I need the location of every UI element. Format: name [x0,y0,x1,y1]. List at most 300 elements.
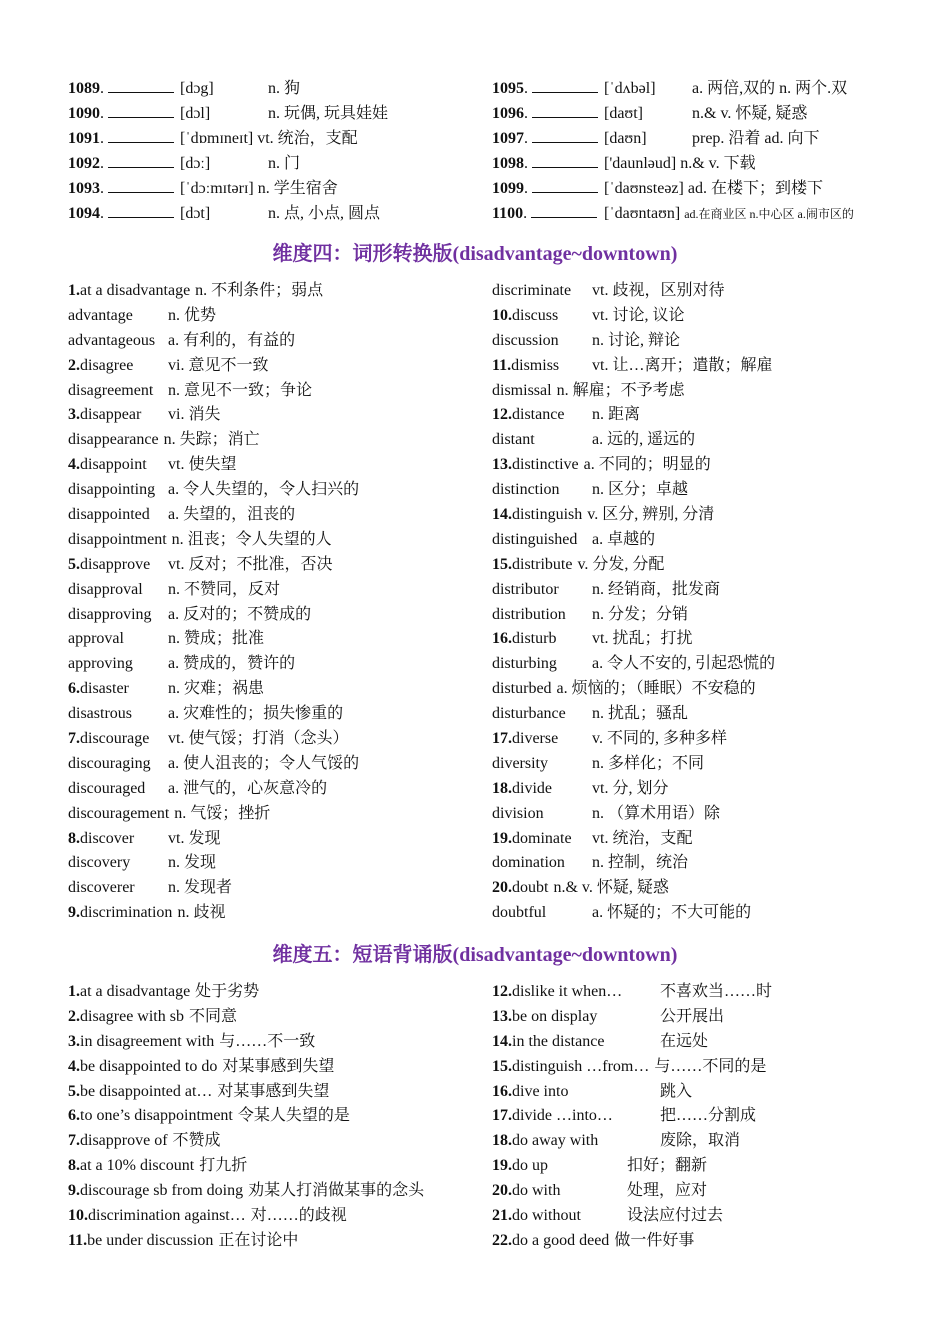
phrase-english: in the distance [512,1032,605,1050]
phrase-english: do up [512,1157,548,1175]
word-form-row [68,279,488,304]
item-number: 10. [492,306,512,324]
vocab-meaning: a. 两倍,双的 n. 两个.双 [692,80,848,97]
word-english: disastrous [68,705,132,723]
phrase-chinese: 令某人失望的是 [237,1107,350,1125]
vocab-row [68,201,492,226]
word-chinese: n. 发现者 [168,879,233,897]
phrase-english: at a 10% discount [80,1157,195,1175]
item-number: 8. [68,829,80,847]
word-form-row [492,851,912,876]
word-english: disagree [80,356,134,374]
item-number: 9. [68,904,80,922]
word-chinese: vt. 使失望 [168,456,237,474]
item-number: 2. [68,356,80,374]
word-chinese: n. 解雇；不予考虑 [556,381,685,399]
phrase-chinese: 打九折 [199,1157,248,1175]
word-english: distinction [492,481,560,499]
vocab-meaning: ad. 在楼下；到楼下 [687,180,823,197]
phrase-english: distinguish …from… [512,1057,650,1075]
word-chinese: n. 经销商，批发商 [592,580,721,598]
item-number: 19. [492,1157,512,1175]
word-form-row [492,677,912,702]
vocab-row [492,101,898,126]
word-form-row [68,851,488,876]
word-english: disappointed [68,506,150,524]
word-form-row [492,403,912,428]
vocab-meaning: n. 点, 小点, 圆点 [268,205,381,222]
vocab-dot: . [100,80,104,97]
item-number: 6. [68,1107,80,1125]
item-number: 18. [492,1132,512,1150]
word-chinese: v. 区分, 辨别, 分清 [587,506,715,524]
word-form-row [68,354,488,379]
phrase-row [492,1204,912,1229]
word-form-row [492,827,912,852]
phrase-chinese: 与……不一致 [219,1032,316,1050]
word-form-row [68,553,488,578]
vocab-dot: . [100,180,104,197]
word-form-row [68,802,488,827]
item-number: 1. [68,983,80,1000]
word-form-row [492,727,912,752]
word-english: discouraging [68,754,151,772]
phrase-chinese: 正在讨论中 [218,1231,299,1249]
word-english: discoverer [68,879,135,897]
phrase-chinese: 对某事感到失望 [222,1057,335,1075]
word-english: disappoint [80,456,147,474]
word-form-row [492,578,912,603]
item-number: 14. [492,506,512,524]
phrase-english: be on display [512,1007,598,1025]
word-chinese: n.& v. 怀疑, 疑惑 [553,879,669,897]
word-english: disapproving [68,605,152,623]
item-number: 16. [492,630,512,648]
phrase-english: be disappointed to do [80,1057,218,1075]
word-chinese: n. 赞成；批准 [168,630,265,648]
word-form-row [68,453,488,478]
vocab-blank [532,103,598,118]
word-form-row [68,403,488,428]
word-english: disapproval [68,580,143,598]
word-english: discovery [68,854,131,872]
word-form-row [492,802,912,827]
vocab-number: 1091 [68,130,100,147]
word-form-row [68,702,488,727]
word-form-row [492,652,912,677]
vocab-phonetic-meaning [604,201,854,227]
word-chinese: a. 灾难性的；损失惨重的 [168,705,344,723]
word-chinese: a. 失望的，沮丧的 [168,506,296,524]
word-english: disagreement [68,381,154,399]
vocab-number: 1089 [68,80,100,97]
vocab-blank [532,78,598,93]
item-number: 22. [492,1231,512,1249]
vocab-blank [108,128,174,143]
vocab-meaning: n.& v. 怀疑, 疑惑 [692,105,808,122]
word-english: diverse [512,730,559,748]
vocab-row [68,176,492,201]
item-number: 17. [492,1107,512,1125]
vocab-number: 1100 [492,205,524,222]
item-number: 16. [492,1082,512,1100]
vocab-blank [108,153,174,168]
phrase-row [68,1005,488,1030]
word-english: disturbance [492,705,566,723]
word-chinese: vt. 分, 划分 [592,779,669,797]
word-english: dominate [512,829,572,847]
word-english: discover [80,829,135,847]
word-english: doubt [512,879,549,897]
item-number: 5. [68,555,80,573]
item-number: 1. [68,282,80,299]
word-english: disappearance [68,431,159,449]
word-form-row [492,876,912,901]
vocab-number: 1090 [68,105,100,122]
item-number: 4. [68,456,80,474]
word-chinese: vt. 发现 [168,829,221,847]
word-chinese: vt. 扰乱；打扰 [592,630,693,648]
item-number: 21. [492,1207,512,1225]
vocab-meaning: n. 学生宿舍 [257,180,338,197]
word-form-row [68,752,488,777]
word-chinese: n. 控制，统治 [592,854,689,872]
word-form-row [68,876,488,901]
item-number: 15. [492,555,512,573]
phrase-english: disapprove of [80,1132,168,1150]
vocab-number: 1094 [68,205,100,222]
vocab-row [492,126,898,151]
word-form-row [68,528,488,553]
section-4-right-column [492,279,912,926]
phrase-row [492,1229,912,1254]
word-english: distribution [492,605,566,623]
word-english: advantage [68,306,133,324]
word-chinese: v. 不同的, 多种多样 [592,730,727,748]
item-number: 9. [68,1182,80,1200]
word-form-row [492,478,912,503]
item-number: 3. [68,406,80,424]
vocab-row [492,151,898,176]
vocab-meaning: vt. 统治，支配 [257,130,358,147]
word-english: discouragement [68,804,170,822]
word-chinese: vt. 让…离开；遣散；解雇 [592,356,773,374]
phrase-english: disagree with sb [80,1007,184,1025]
word-chinese: a. 令人失望的，令人扫兴的 [168,481,360,499]
word-english: discrimination [80,904,173,922]
word-chinese: vi. 意见不一致 [168,356,269,374]
vocab-phonetic: [ˈdaʊnsteəz] [604,180,684,197]
phrase-english: discourage sb from doing [80,1182,244,1200]
phrase-row [68,1229,488,1254]
word-english: divide [512,779,552,797]
phrase-english: to one’s disappointment [80,1107,233,1125]
vocab-dot: . [524,105,528,122]
word-chinese: vi. 消失 [168,406,221,424]
word-form-row [492,379,912,404]
vocab-meaning: n.& v. 下载 [680,155,756,172]
word-form-row [68,428,488,453]
word-chinese: vt. 歧视，区别对待 [592,282,725,299]
vocab-meaning: n. 门 [268,155,301,172]
phrase-chinese: 做一件好事 [614,1231,695,1249]
word-english: domination [492,854,565,872]
vocab-phonetic-meaning [180,126,358,151]
word-form-row [492,777,912,802]
vocab-meaning: n. 狗 [268,80,301,97]
item-number: 10. [68,1207,88,1225]
vocab-row [68,76,492,101]
vocab-blank [532,178,598,193]
vocab-block [68,76,898,226]
phrase-english: do without [512,1207,581,1225]
phrase-english: be under discussion [87,1231,214,1249]
item-number: 20. [492,879,512,897]
word-english: disturbing [492,655,557,673]
word-english: advantageous [68,331,156,349]
vocab-row [68,126,492,151]
word-form-row [68,652,488,677]
vocab-dot: . [524,155,528,172]
word-english: disapprove [80,555,151,573]
phrase-english: do away with [512,1132,599,1150]
section-4-left-column [68,279,488,926]
word-english: dismissal [492,381,552,399]
word-chinese: a. 使人沮丧的；令人气馁的 [168,754,360,772]
item-number: 3. [68,1032,80,1050]
phrase-english: at a disadvantage [80,983,191,1000]
item-number: 13. [492,456,512,474]
word-form-row [492,528,912,553]
vocab-phonetic-meaning [604,176,823,201]
vocab-dot: . [523,205,528,222]
word-chinese: a. 赞成的，赞许的 [168,655,296,673]
word-english: approving [68,655,133,673]
word-form-row [68,503,488,528]
vocab-blank [108,78,174,93]
word-form-row [492,329,912,354]
vocab-phonetic: [daʊt] [604,105,643,122]
vocab-dot: . [100,105,104,122]
word-english: discriminate [492,282,572,299]
word-english: distinguished [492,530,578,548]
item-number: 11. [492,356,512,374]
word-chinese: n. 扰乱；骚乱 [592,705,689,723]
phrase-chinese: 劝某人打消做某事的念头 [248,1182,425,1200]
word-chinese: n. 意见不一致；争论 [168,381,313,399]
word-chinese: a. 有利的，有益的 [168,331,296,349]
vocab-phonetic-meaning [180,176,338,201]
item-number: 7. [68,730,80,748]
word-english: discussion [492,331,559,349]
vocab-blank [532,153,598,168]
phrase-row [68,1129,488,1154]
word-form-row [492,901,912,926]
word-form-row [68,379,488,404]
vocab-dot: . [100,130,104,147]
phrase-english: discrimination against… [88,1207,246,1225]
word-form-row [492,553,912,578]
phrase-chinese: 在远处 [660,1032,709,1050]
word-form-row [492,354,912,379]
word-chinese: vt. 使气馁；打消（念头） [168,730,349,748]
section-5-right-column [492,980,912,1254]
phrase-row [492,980,912,1005]
vocab-dot: . [524,130,528,147]
word-chinese: a. 不同的；明显的 [583,456,711,474]
item-number: 4. [68,1057,80,1075]
word-english: disappointing [68,481,156,499]
vocab-number: 1095 [492,80,524,97]
vocab-dot: . [524,180,528,197]
section-4-title: 维度四：词形转换版(disadvantage~downtown) [272,243,678,265]
word-chinese: n. 讨论, 辩论 [592,331,681,349]
word-chinese: n. 气馁；挫折 [174,804,271,822]
phrase-row [68,1055,488,1080]
phrase-row [68,1080,488,1105]
word-english: doubtful [492,904,547,922]
vocab-blank [108,178,174,193]
item-number: 8. [68,1157,80,1175]
word-chinese: a. 反对的；不赞成的 [168,605,312,623]
phrase-row [492,1129,912,1154]
word-form-row [68,329,488,354]
item-number: 13. [492,1007,512,1025]
word-english: distance [512,406,565,424]
word-chinese: a. 烦恼的；（睡眠）不安稳的 [556,680,756,698]
phrase-chinese: 不赞成 [172,1132,221,1150]
word-english: disturbed [492,680,552,698]
vocab-number: 1099 [492,180,524,197]
word-chinese: n. 区分；卓越 [592,481,689,499]
vocab-row [492,76,898,101]
phrase-chinese: 跳入 [660,1082,693,1100]
vocab-phonetic: [dɔl] [180,105,211,122]
word-chinese: n. 失踪；消亡 [163,431,260,449]
word-form-row [492,627,912,652]
item-number: 11. [68,1231,88,1249]
phrase-row [68,1179,488,1204]
word-english: disappear [80,406,142,424]
word-english: discouraged [68,779,146,797]
vocab-number: 1096 [492,105,524,122]
phrase-row [68,980,488,1005]
word-chinese: vt. 反对；不批准，否决 [168,555,333,573]
word-chinese: n. 歧视 [177,904,226,922]
vocab-row [68,101,492,126]
vocab-row [492,201,898,226]
word-form-row [492,453,912,478]
item-number: 12. [492,406,512,424]
phrase-english: be disappointed at… [80,1082,213,1100]
word-english: distribute [512,555,573,573]
section-5-left-column [68,980,488,1254]
item-number: 18. [492,779,512,797]
item-number: 2. [68,1007,80,1025]
vocab-dot: . [524,80,528,97]
vocab-phonetic: [dɔt] [180,205,211,222]
vocab-blank [532,128,598,143]
phrase-english: dislike it when… [512,983,623,1000]
item-number: 15. [492,1057,512,1075]
word-form-row [492,752,912,777]
vocab-blank [531,203,597,218]
word-form-row [492,503,912,528]
phrase-english: do with [512,1182,561,1200]
word-form-row [68,578,488,603]
vocab-blank [108,103,174,118]
word-chinese: a. 泄气的，心灰意冷的 [168,779,328,797]
section-5-title: 维度五：短语背诵版(disadvantage~downtown) [272,944,678,966]
vocab-left-column [68,76,492,226]
word-english: disaster [80,680,129,698]
word-form-row [492,279,912,304]
word-form-row [68,901,488,926]
phrase-chinese: 把……分割成 [660,1107,757,1125]
vocab-number: 1098 [492,155,524,172]
phrase-chinese: 不同意 [188,1007,237,1025]
phrase-chinese: 处理，应对 [627,1182,708,1200]
vocab-phonetic: [daʊn] [604,130,647,147]
vocab-phonetic: [ˈdaʊntaʊn] [604,205,681,222]
word-form-row [68,304,488,329]
vocab-number: 1093 [68,180,100,197]
word-form-row [492,702,912,727]
vocab-dot: . [100,155,104,172]
vocab-phonetic: [ˈdʌbəl] [604,80,656,97]
phrase-english: do a good deed [512,1231,610,1249]
vocab-phonetic: [dɔː] [180,155,211,172]
phrase-chinese: 公开展出 [660,1007,725,1025]
vocab-phonetic: [ˈdɔːmɪtərɪ] [180,180,254,197]
word-english: approval [68,630,124,648]
item-number: 7. [68,1132,80,1150]
word-english: dismiss [511,356,560,374]
word-english: discourage [80,730,150,748]
word-chinese: n. 沮丧；令人失望的人 [171,530,332,548]
word-english: division [492,804,544,822]
word-form-row [492,428,912,453]
vocab-phonetic: ['daunləud] [604,155,677,172]
phrase-row [492,1005,912,1030]
phrase-chinese: 对……的歧视 [250,1207,347,1225]
word-chinese: a. 远的, 遥远的 [592,431,696,449]
word-english: distant [492,431,535,449]
word-chinese: a. 怀疑的；不大可能的 [592,904,752,922]
vocab-phonetic: [dɔg] [180,80,214,97]
vocab-meaning: ad.在商业区 n.中心区 a.闹市区的 [684,207,854,221]
phrase-row [68,1204,488,1229]
word-english: distributor [492,580,559,598]
vocab-meaning: n. 玩偶, 玩具娃娃 [268,105,389,122]
vocab-phonetic: [ˈdɒmɪneɪt] [180,130,254,147]
vocab-blank [108,203,174,218]
word-chinese: v. 分发, 分配 [577,555,665,573]
word-english: distinguish [512,506,583,524]
phrase-chinese: 对某事感到失望 [217,1082,330,1100]
word-chinese: n. 分发；分销 [592,605,689,623]
word-form-row [68,827,488,852]
word-english: disturb [512,630,557,648]
vocab-row [492,176,898,201]
vocab-right-column [492,76,898,226]
word-chinese: n. 不利条件；弱点 [195,282,324,299]
phrase-chinese: 扣好；翻新 [627,1157,708,1175]
word-english: discuss [512,306,559,324]
word-chinese: vt. 统治，支配 [592,829,693,847]
item-number: 17. [492,730,512,748]
phrase-chinese: 废除，取消 [660,1132,741,1150]
